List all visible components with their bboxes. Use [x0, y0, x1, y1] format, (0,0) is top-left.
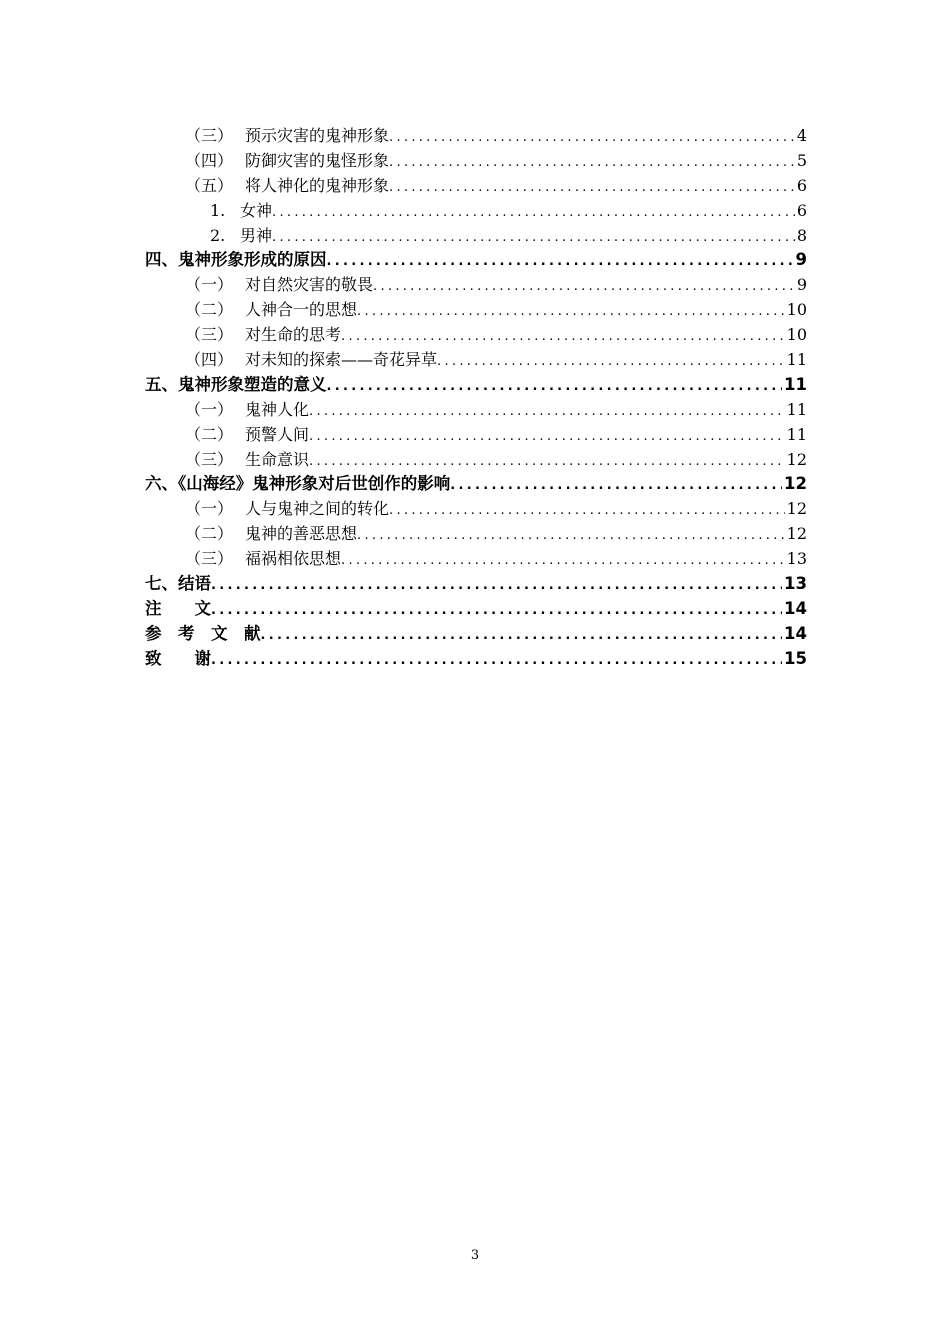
- toc-entry[interactable]: [145, 647, 807, 672]
- toc-entry-page: 10: [786, 325, 807, 345]
- toc-entry-label: [185, 298, 357, 323]
- toc-entry-page: 11: [786, 399, 807, 419]
- dot-leader: [389, 126, 795, 151]
- toc-entry-label: [185, 423, 309, 448]
- toc-entry-title: 福祸相依思想: [245, 549, 342, 569]
- toc-entry-number: （一）: [185, 399, 234, 419]
- toc-entry-number: （四）: [185, 350, 234, 370]
- toc-entry[interactable]: [145, 273, 807, 298]
- dot-leader: [357, 524, 785, 549]
- toc-entry-title: 女神: [240, 200, 273, 220]
- toc-entry-label: [145, 248, 327, 273]
- toc-entry-title: 鬼神的善恶思想: [245, 524, 358, 544]
- dot-leader: [211, 574, 782, 599]
- toc-entry-title: 预警人间: [245, 424, 310, 444]
- toc-entry-label: [185, 522, 357, 547]
- toc-entry-title: 防御灾害的鬼怪形象: [245, 150, 390, 170]
- dot-leader: [272, 226, 795, 251]
- toc-entry-label: [210, 199, 272, 224]
- toc-entry-title: 人神合一的思想: [245, 300, 358, 320]
- toc-entry-page: 12: [784, 474, 807, 494]
- toc-entry-number: 2.: [210, 225, 226, 245]
- toc-entry-label: [145, 597, 211, 622]
- toc-entry-page: 11: [786, 350, 807, 370]
- toc-entry-title: 生命意识: [245, 449, 310, 469]
- dot-leader: [389, 176, 795, 201]
- toc-entry-page: 4: [796, 126, 807, 145]
- toc-entry-title: 五、鬼神形象塑造的意义: [145, 374, 327, 394]
- toc-entry-title: 对生命的思考: [245, 325, 342, 345]
- toc-entry-number: （三）: [185, 126, 234, 145]
- dot-leader: [450, 474, 782, 499]
- dot-leader: [272, 201, 795, 226]
- toc-entry[interactable]: [145, 298, 807, 323]
- toc-entry-page: 14: [784, 623, 807, 643]
- toc-entry[interactable]: [145, 597, 807, 622]
- toc-entry-number: （三）: [185, 449, 234, 469]
- dot-leader: [309, 425, 785, 450]
- toc-entry-page: 12: [786, 499, 807, 519]
- toc-entry-page: 8: [796, 225, 807, 245]
- toc-entry-page: 9: [796, 275, 807, 295]
- toc-entry-number: （二）: [185, 300, 234, 320]
- toc-entry-title: 致 谢: [145, 648, 211, 668]
- dot-leader: [211, 649, 782, 674]
- dot-leader: [437, 350, 785, 375]
- toc-entry-page: 12: [786, 524, 807, 544]
- toc-entry-title: 鬼神人化: [245, 399, 310, 419]
- toc-entry-page: 11: [784, 374, 807, 394]
- toc-entry-title: 预示灾害的鬼神形象: [245, 126, 390, 145]
- dot-leader: [341, 549, 785, 574]
- table-of-contents: [145, 124, 807, 672]
- toc-entry-number: （一）: [185, 499, 234, 519]
- toc-entry-title: 四、鬼神形象形成的原因: [145, 250, 327, 270]
- toc-entry-label: [185, 448, 309, 473]
- toc-entry[interactable]: [145, 248, 807, 273]
- toc-entry-page: 11: [786, 424, 807, 444]
- toc-entry[interactable]: [145, 547, 807, 572]
- toc-entry-number: （一）: [185, 275, 234, 295]
- dot-leader: [211, 599, 782, 624]
- toc-entry[interactable]: [145, 224, 807, 249]
- dot-leader: [309, 450, 785, 475]
- toc-entry-title: 参 考 文 献: [145, 623, 261, 643]
- toc-entry-number: （三）: [185, 549, 234, 569]
- toc-entry-page: 12: [786, 449, 807, 469]
- toc-entry-page: 9: [795, 250, 807, 270]
- toc-entry-title: 六、《山海经》鬼神形象对后世创作的影响: [145, 474, 451, 494]
- toc-entry-label: [185, 398, 309, 423]
- dot-leader: [389, 151, 795, 176]
- toc-entry-number: （三）: [185, 325, 234, 345]
- toc-entry[interactable]: [145, 448, 807, 473]
- toc-entry-page: 6: [796, 175, 807, 195]
- toc-entry[interactable]: [145, 472, 807, 497]
- toc-entry[interactable]: [145, 199, 807, 224]
- toc-entry[interactable]: [145, 348, 807, 373]
- toc-entry-title: 对未知的探索——奇花异草: [245, 350, 438, 370]
- toc-entry-page: 13: [786, 549, 807, 569]
- toc-entry-label: [185, 149, 389, 174]
- toc-entry-page: 10: [786, 300, 807, 320]
- dot-leader: [389, 499, 785, 524]
- toc-entry-number: （四）: [185, 150, 234, 170]
- toc-entry-label: [210, 224, 272, 249]
- dot-leader: [261, 624, 783, 649]
- dot-leader: [327, 375, 783, 400]
- dot-leader: [373, 275, 795, 300]
- toc-entry-page: 6: [796, 200, 807, 220]
- dot-leader: [341, 325, 785, 350]
- toc-entry-label: [185, 348, 437, 373]
- toc-entry-number: （五）: [185, 175, 234, 195]
- toc-entry-label: [145, 472, 450, 497]
- toc-entry[interactable]: [145, 622, 807, 647]
- toc-entry-label: [185, 323, 341, 348]
- toc-entry-title: 注 文: [145, 598, 211, 618]
- dot-leader: [327, 250, 794, 275]
- toc-entry[interactable]: [145, 323, 807, 348]
- toc-entry-label: [145, 647, 211, 672]
- toc-entry[interactable]: [145, 373, 807, 398]
- toc-entry[interactable]: [145, 572, 807, 597]
- toc-entry-label: [145, 373, 327, 398]
- toc-entry[interactable]: [145, 423, 807, 448]
- toc-entry-number: （二）: [185, 524, 234, 544]
- toc-entry-label: [185, 273, 373, 298]
- dot-leader: [309, 400, 785, 425]
- toc-entry-number: 1.: [210, 200, 226, 220]
- toc-entry-label: [185, 547, 341, 572]
- toc-entry[interactable]: [145, 174, 807, 199]
- toc-entry-number: （二）: [185, 424, 234, 444]
- toc-entry[interactable]: [145, 149, 807, 174]
- toc-entry[interactable]: [145, 497, 807, 522]
- toc-entry-label: [185, 124, 389, 149]
- dot-leader: [357, 300, 785, 325]
- toc-entry-title: 七、结语: [145, 574, 211, 594]
- toc-entry-page: 5: [796, 150, 807, 170]
- toc-entry[interactable]: [145, 522, 807, 547]
- toc-entry-page: 13: [784, 574, 807, 594]
- toc-entry-label: [145, 572, 211, 597]
- toc-entry-page: 14: [784, 598, 807, 618]
- toc-entry[interactable]: [145, 124, 807, 149]
- toc-entry-page: 15: [784, 648, 807, 668]
- toc-entry-title: 男神: [240, 225, 273, 245]
- toc-entry-title: 人与鬼神之间的转化: [245, 499, 390, 519]
- page-number: 3: [470, 1248, 480, 1263]
- toc-entry-label: [185, 174, 389, 199]
- toc-entry[interactable]: [145, 398, 807, 423]
- toc-entry-label: [145, 622, 261, 647]
- toc-entry-title: 对自然灾害的敬畏: [245, 275, 374, 295]
- toc-entry-label: [185, 497, 389, 522]
- toc-entry-title: 将人神化的鬼神形象: [245, 175, 390, 195]
